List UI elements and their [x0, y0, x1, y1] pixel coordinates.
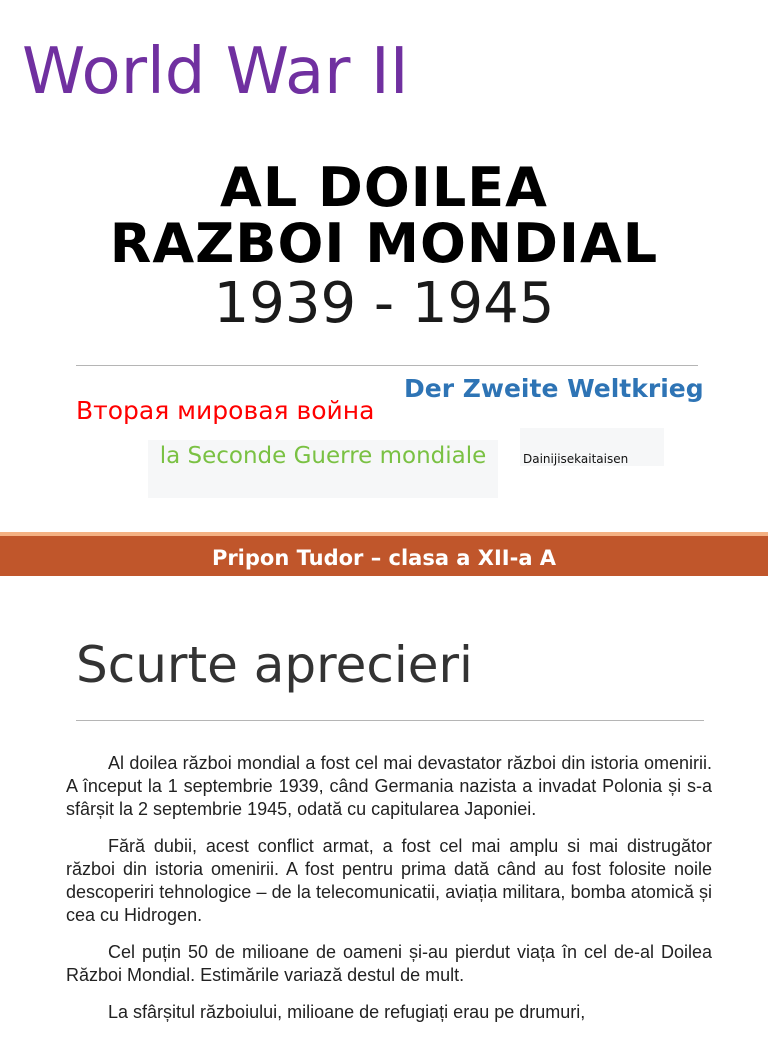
paragraph-1: Al doilea război mondial a fost cel mai devastator război din istoria omenirii. A început la 1 septembrie 1939, când Germania nazista a invadat Polonia și s-a sfârșit la 2 septembrie 1945, odată cu capitularea Japoniei.: [66, 753, 712, 819]
paragraph-3: Cel puțin 50 de milioane de oameni și-au pierdut viața în cel de-al Doilea Război Mondial. Estimările variază destul de mult.: [66, 942, 712, 985]
section-title: Scurte aprecieri: [76, 636, 473, 694]
divider-top: [76, 365, 698, 366]
author-text: Pripon Tudor – clasa a XII-a A: [211, 546, 557, 570]
german-translation: Der Zweite Weltkrieg: [404, 374, 704, 403]
body-text: [66, 752, 712, 1038]
russian-translation: Вторая мировая война: [76, 396, 375, 425]
paragraph-2: Fără dubii, acest conflict armat, a fost cel mai amplu si mai distrugător război din istoria omenirii. A fost pentru prima dată când au fost folosite noile descoperiri tehnologice – de la telecomunicatii, aviația militara, bomba atomică și cea cu Hidrogen.: [66, 836, 712, 925]
french-translation: la Seconde Guerre mondiale: [159, 443, 487, 469]
english-title: World War II: [22, 35, 409, 109]
main-title: [0, 156, 768, 336]
paragraph-4: La sfârșitul războiului, milioane de refugiați erau pe drumuri,: [108, 1002, 586, 1022]
title-line-1: AL DOILEA: [220, 156, 548, 219]
title-years: 1939 - 1945: [213, 271, 555, 336]
divider-section: [76, 720, 704, 721]
japanese-romaji: Dainijisekaitaisen: [523, 452, 629, 466]
title-line-2: RAZBOI MONDIAL: [109, 212, 659, 275]
